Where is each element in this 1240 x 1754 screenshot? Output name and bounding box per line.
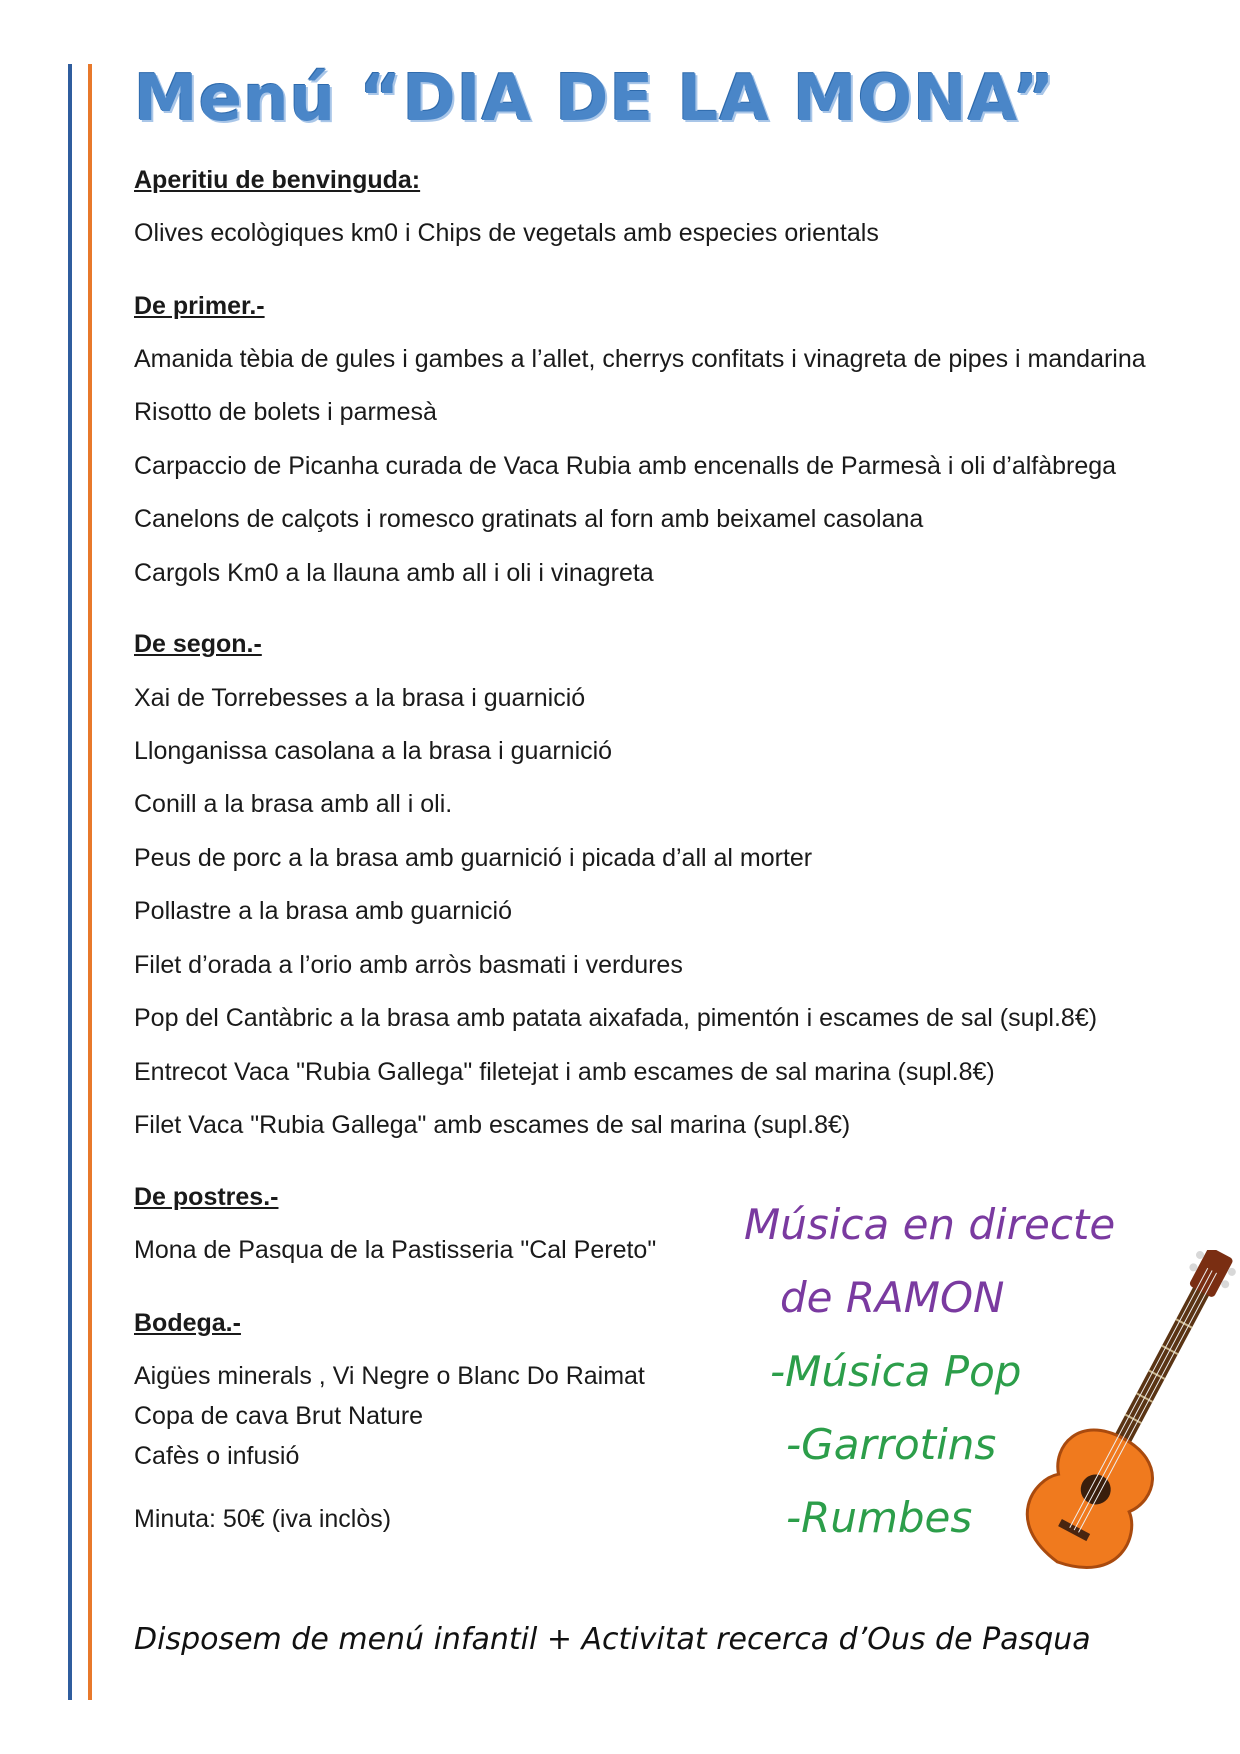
section-heading-bodega: Bodega.- — [134, 1309, 241, 1337]
menu-item: Aigües minerals , Vi Negre o Blanc Do Raimat — [134, 1362, 645, 1390]
music-heading: Música en directe — [744, 1200, 1116, 1249]
menu-item: Filet Vaca "Rubia Gallega" amb escames de sal marina (supl.8€) — [134, 1111, 851, 1139]
menu-item: Conill a la brasa amb all i oli. — [134, 790, 453, 818]
menu-item: Carpaccio de Picanha curada de Vaca Rubia amb encenalls de Parmesà i oli d’alfàbrega — [134, 452, 1117, 480]
price: Minuta: 50€ (iva inclòs) — [134, 1505, 392, 1533]
footer-note: Disposem de menú infantil + Activitat recerca d’Ous de Pasqua — [134, 1622, 1091, 1657]
menu-item: Copa de cava Brut Nature — [134, 1402, 424, 1430]
menu-title: Menú “DIA DE LA MONA” — [134, 62, 1056, 136]
music-genre: -Rumbes — [786, 1493, 973, 1542]
left-rule-orange — [88, 64, 92, 1700]
menu-item: Filet d’orada a l’orio amb arròs basmati i verdures — [134, 951, 683, 979]
guitar-icon — [1020, 1250, 1240, 1600]
menu-item: Xai de Torrebesses a la brasa i guarnició — [134, 684, 586, 712]
menu-item: Pop del Cantàbric a la brasa amb patata aixafada, pimentón i escames de sal (supl.8€) — [134, 1004, 1098, 1032]
menu-item: Risotto de bolets i parmesà — [134, 398, 437, 426]
menu-item: Llonganissa casolana a la brasa i guarnició — [134, 737, 613, 765]
menu-item: Canelons de calçots i romesco gratinats al forn amb beixamel casolana — [134, 505, 924, 533]
menu-item: Pollastre a la brasa amb guarnició — [134, 897, 512, 925]
menu-item: Amanida tèbia de gules i gambes a l’allet, cherrys confitats i vinagreta de pipes i mandarina — [134, 345, 1146, 373]
music-genre: -Música Pop — [770, 1347, 1022, 1396]
left-rule-blue — [68, 64, 72, 1700]
section-heading-postres: De postres.- — [134, 1183, 279, 1211]
section-heading-segon: De segon.- — [134, 630, 262, 658]
music-performer: de RAMON — [780, 1273, 1005, 1322]
menu-item: Entrecot Vaca "Rubia Gallega" filetejat i amb escames de sal marina (supl.8€) — [134, 1058, 995, 1086]
menu-item: Olives ecològiques km0 i Chips de vegetals amb especies orientals — [134, 219, 879, 247]
menu-item: Peus de porc a la brasa amb guarnició i picada d’all al morter — [134, 844, 813, 872]
music-genre: -Garrotins — [786, 1420, 997, 1469]
menu-item: Cafès o infusió — [134, 1442, 300, 1470]
section-heading-aperitiu: Aperitiu de benvinguda: — [134, 166, 421, 194]
menu-item: Cargols Km0 a la llauna amb all i oli i vinagreta — [134, 559, 654, 587]
section-heading-primer: De primer.- — [134, 292, 265, 320]
menu-item: Mona de Pasqua de la Pastisseria "Cal Pereto" — [134, 1236, 657, 1264]
